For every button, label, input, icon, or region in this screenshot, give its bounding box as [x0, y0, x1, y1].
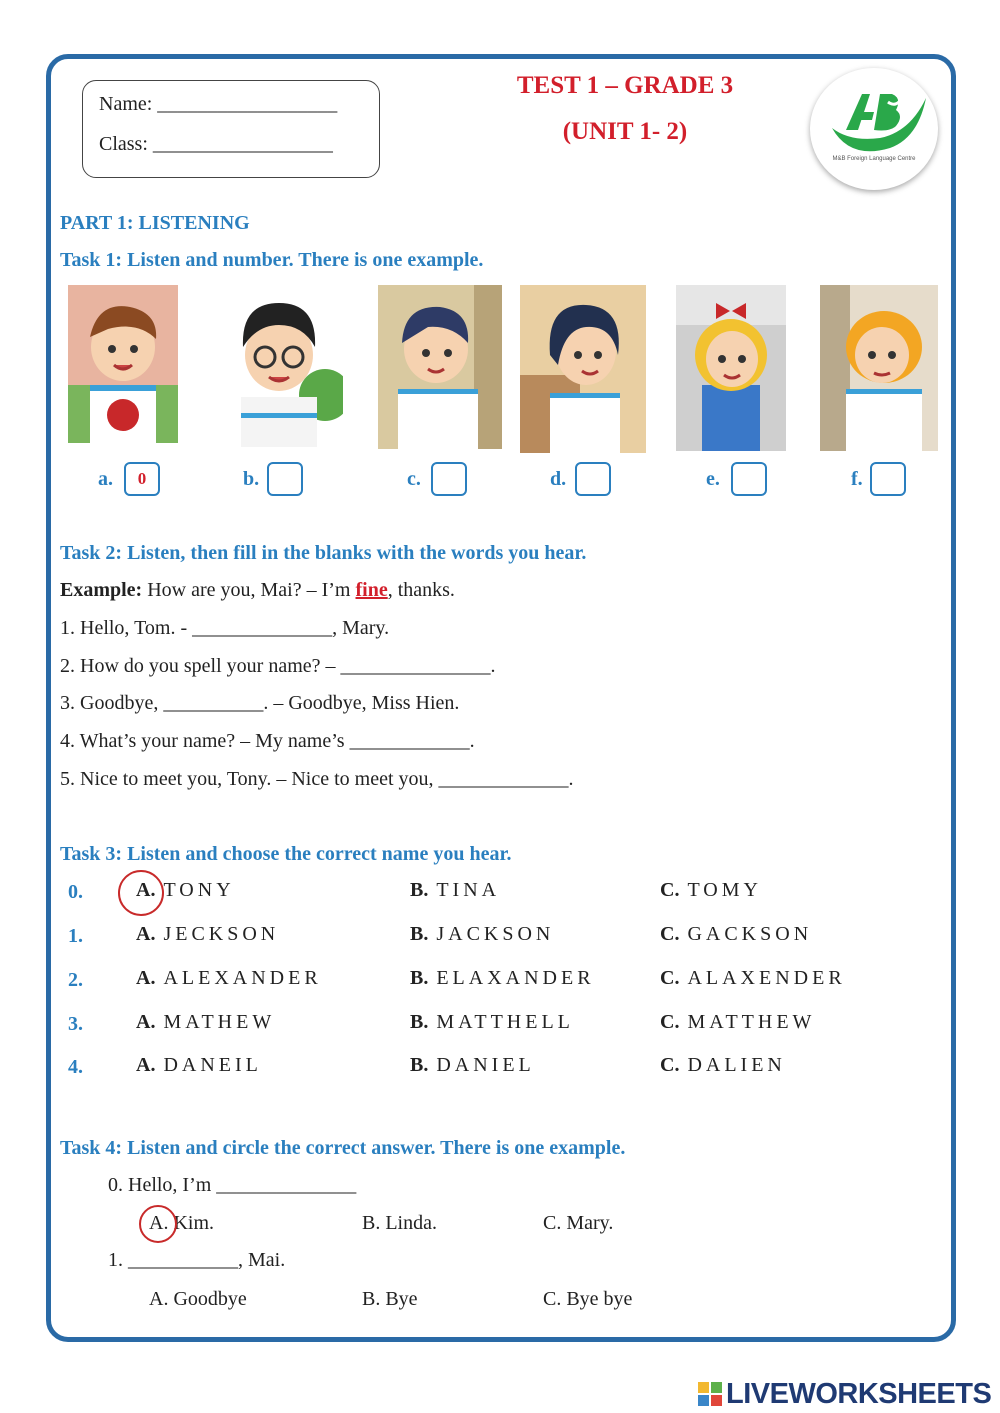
task3-q2-option-a[interactable]: A. ALEXANDER: [136, 967, 322, 989]
task1-box-a[interactable]: 0: [124, 462, 160, 496]
task3-num-4: 4.: [68, 1056, 83, 1078]
name-class-box: [82, 80, 380, 178]
task1-heading: Task 1: Listen and number. There is one example.: [60, 249, 484, 271]
task3-q4-option-c[interactable]: C. DALIEN: [660, 1054, 786, 1076]
task3-q1-option-b[interactable]: B. JACKSON: [410, 923, 555, 945]
picture-boy-glasses: [213, 285, 343, 447]
task4-question-1: 1. ___________, Mai.: [108, 1249, 286, 1271]
task1-box-e[interactable]: [731, 462, 767, 496]
picture-girl-blonde-bow: [676, 285, 786, 451]
logo-caption: M&B Foreign Language Centre: [832, 156, 916, 162]
task1-box-b[interactable]: [267, 462, 303, 496]
task3-q2-option-c[interactable]: C. ALAXENDER: [660, 967, 846, 989]
task4-q0-option-a[interactable]: A. Kim.: [149, 1212, 214, 1234]
example-before: How are you, Mai? – I’m: [142, 579, 356, 601]
task3-q0-option-c[interactable]: C. TOMY: [660, 879, 762, 901]
example-after: , thanks.: [387, 579, 455, 601]
task3-q1-option-a[interactable]: A. JECKSON: [136, 923, 280, 945]
task4-q1-option-a[interactable]: A. Goodbye: [149, 1288, 247, 1310]
task2-line-2[interactable]: 2. How do you spell your name? – _______________.: [60, 655, 496, 677]
task3-q4-option-a[interactable]: A. DANEIL: [136, 1054, 262, 1076]
task4-q1-option-c[interactable]: C. Bye bye: [543, 1288, 633, 1310]
liveworksheets-brand[interactable]: LIVEWORKSHEETS: [726, 1378, 992, 1410]
task3-num-3: 3.: [68, 1013, 83, 1035]
task3-num-2: 2.: [68, 969, 83, 991]
test-title: TEST 1 – GRADE 3: [516, 72, 734, 99]
task3-q2-option-b[interactable]: B. ELAXANDER: [410, 967, 595, 989]
task3-example-circle: [118, 870, 164, 916]
task3-q3-option-a[interactable]: A. MATHEW: [136, 1011, 276, 1033]
school-logo: [810, 68, 938, 190]
class-field[interactable]: Class: __________________: [99, 133, 333, 155]
task3-q3-option-c[interactable]: C. MATTHEW: [660, 1011, 816, 1033]
task2-heading: Task 2: Listen, then fill in the blanks with the words you hear.: [60, 542, 587, 564]
picture-boy-thinking: [820, 285, 938, 451]
task4-question-0: 0. Hello, I’m ______________: [108, 1174, 357, 1196]
task1-letter-f: f.: [851, 468, 863, 490]
task4-heading: Task 4: Listen and circle the correct answer. There is one example.: [60, 1137, 626, 1159]
picture-boy-pointing: [378, 285, 502, 449]
task4-q1-option-b[interactable]: B. Bye: [362, 1288, 418, 1310]
picture-boy-red-ball: [68, 285, 178, 443]
name-field[interactable]: Name: __________________: [99, 93, 338, 115]
task3-heading: Task 3: Listen and choose the correct name you hear.: [60, 843, 512, 865]
task4-q0-option-c[interactable]: C. Mary.: [543, 1212, 614, 1234]
task4-example-circle: [139, 1205, 177, 1243]
task2-line-3[interactable]: 3. Goodbye, __________. – Goodbye, Miss Hien.: [60, 692, 460, 714]
task1-letter-a: a.: [98, 468, 113, 490]
liveworksheets-logo-icon: [698, 1382, 722, 1406]
task2-example: [60, 579, 455, 602]
task3-q0-option-a[interactable]: A. TONY: [136, 879, 235, 901]
task3-q4-option-b[interactable]: B. DANIEL: [410, 1054, 535, 1076]
task1-box-c[interactable]: [431, 462, 467, 496]
task2-line-5[interactable]: 5. Nice to meet you, Tony. – Nice to meet you, _____________.: [60, 768, 574, 790]
task2-line-4[interactable]: 4. What’s your name? – My name’s ____________.: [60, 730, 475, 752]
task1-box-d[interactable]: [575, 462, 611, 496]
task3-q1-option-c[interactable]: C. GACKSON: [660, 923, 813, 945]
task4-q0-option-b[interactable]: B. Linda.: [362, 1212, 437, 1234]
task3-num-1: 1.: [68, 925, 83, 947]
example-label: Example:: [60, 579, 143, 601]
example-answer: fine: [355, 579, 388, 601]
task1-box-f[interactable]: [870, 462, 906, 496]
part1-heading: PART 1: LISTENING: [60, 212, 250, 234]
task1-letter-d: d.: [550, 468, 567, 490]
test-subtitle: (UNIT 1- 2): [562, 118, 688, 145]
task3-num-0: 0.: [68, 881, 83, 903]
task1-letter-b: b.: [243, 468, 260, 490]
task3-q0-option-b[interactable]: B. TINA: [410, 879, 501, 901]
picture-girl-dark-hair: [520, 285, 646, 453]
task1-letter-e: e.: [706, 468, 720, 490]
task1-letter-c: c.: [407, 468, 421, 490]
task2-line-1[interactable]: 1. Hello, Tom. - ______________, Mary.: [60, 617, 390, 639]
task3-q3-option-b[interactable]: B. MATTHELL: [410, 1011, 574, 1033]
